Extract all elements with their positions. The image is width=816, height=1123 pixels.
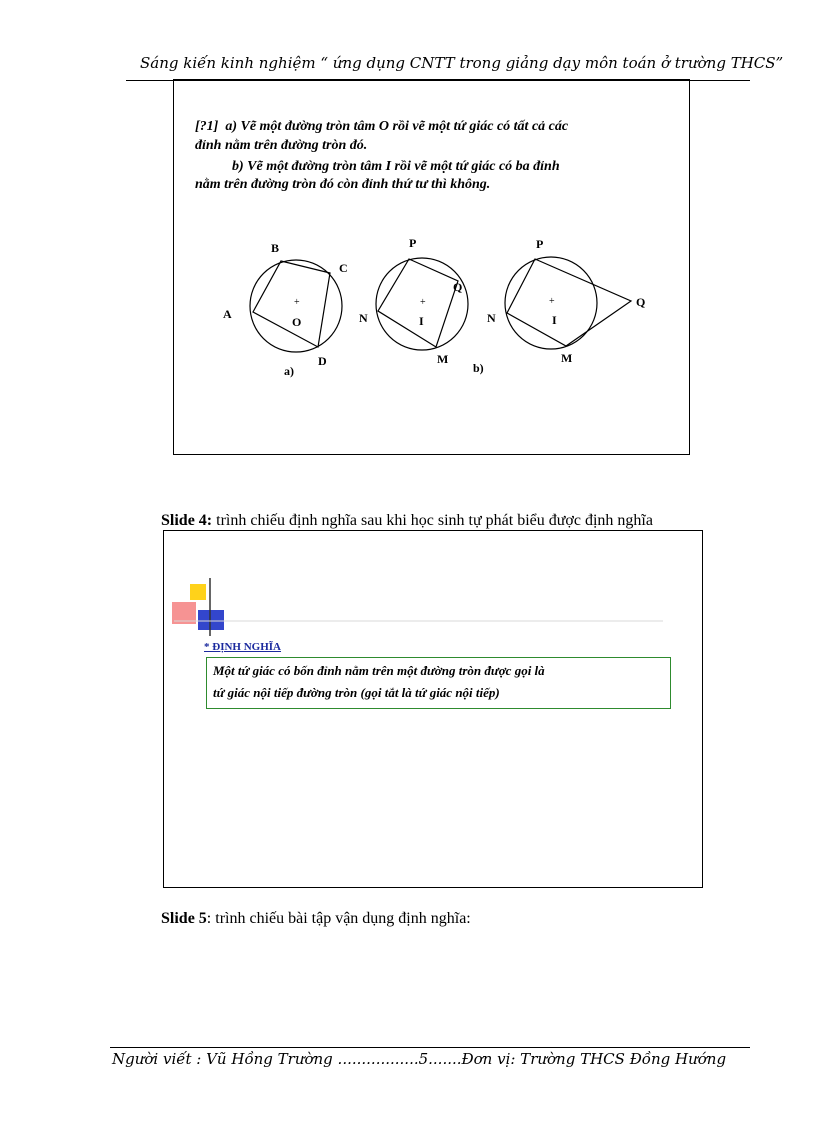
label-q: Q [636, 295, 646, 309]
definition-box [206, 657, 671, 709]
question-part-a-line2: đỉnh nằm trên đường tròn đó. [195, 138, 368, 153]
quadrilateral-abcd [253, 261, 330, 347]
question-tag: [?1] [195, 119, 219, 134]
label-c: C [339, 261, 348, 275]
slide-4-label: Slide 4: [161, 512, 213, 529]
label-i: I [419, 314, 424, 328]
label-a: A [223, 307, 232, 321]
blue-square [198, 610, 224, 630]
page-footer: Người viết : Vũ Hồng Trường .................5.......Đơn vị: Trường THCS Đồng Hướng [112, 1050, 727, 1068]
figure-3-quadrilateral-q-outside [487, 237, 645, 365]
label-o: O [292, 315, 302, 329]
label-p: P [409, 236, 417, 250]
quadrilateral-pqmn-1 [378, 259, 458, 347]
label-d: D [318, 354, 327, 368]
definition-title: * ĐỊNH NGHĨA [204, 641, 282, 653]
definition-line2: tứ giác nội tiếp đường tròn (gọi tắt là tứ giác nội tiếp) [213, 685, 500, 700]
quadrilateral-pqmn-2 [507, 259, 631, 346]
yellow-square [190, 584, 206, 600]
label-i: I [552, 313, 557, 327]
label-b: B [271, 241, 280, 255]
slide-4-caption [161, 512, 653, 530]
label-p: P [536, 237, 544, 251]
geometry-figures [0, 0, 816, 460]
label-n: N [359, 311, 368, 325]
label-n: N [487, 311, 496, 325]
part-a-line1-text: a) Vẽ một đường tròn tâm O rồi vẽ một tứ giác có tất cả các [225, 119, 569, 134]
center-mark: + [420, 297, 426, 308]
figure-1-inscribed-quadrilateral [223, 241, 348, 378]
center-mark: + [549, 296, 555, 307]
caption-b: b) [473, 361, 484, 375]
slide-4-caption-text: trình chiếu định nghĩa sau khi học sinh tự phát biểu được định nghĩa [212, 512, 653, 529]
caption-a: a) [284, 364, 294, 378]
question-part-b-line2: nằm trên đường tròn đó còn đỉnh thứ tư thì không. [195, 177, 491, 192]
label-q: Q [453, 280, 463, 294]
question-part-b-line1: b) Vẽ một đường tròn tâm I rồi vẽ một tứ giác có ba đỉnh [232, 159, 560, 174]
figure-2-inscribed-quadrilateral [359, 236, 484, 375]
slide-decoration [168, 578, 668, 638]
label-m: M [437, 352, 449, 366]
slide-5-caption-text: : trình chiếu bài tập vận dụng định nghĩa: [206, 910, 471, 927]
slide-5-caption [161, 910, 471, 928]
center-mark: + [294, 297, 300, 308]
footer-divider [110, 1047, 750, 1048]
slide-5-label: Slide 5 [161, 910, 207, 927]
page-header: Sáng kiến kinh nghiệm “ ứng dụng CNTT trong giảng dạy môn toán ở trường THCS” [140, 54, 784, 72]
definition-line1: Một tứ giác có bốn đỉnh nằm trên một đường tròn được gọi là [213, 663, 545, 678]
label-m: M [561, 351, 573, 365]
